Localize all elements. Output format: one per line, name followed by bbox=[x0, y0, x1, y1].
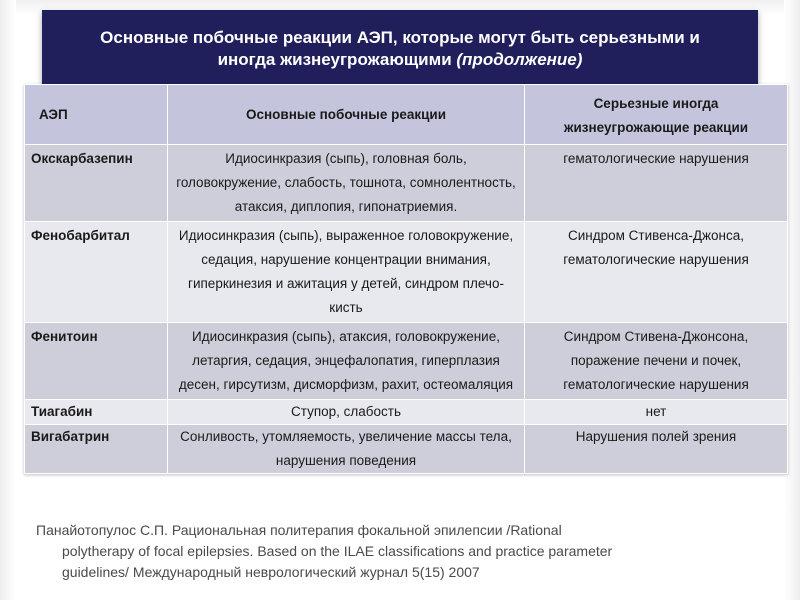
table-row bbox=[25, 425, 788, 474]
header-aed: АЭП bbox=[25, 85, 168, 145]
serious-effects: гематологические нарушения bbox=[525, 145, 788, 222]
main-effects: Ступор, слабость bbox=[168, 400, 525, 425]
reference-line-2: polytherapy of focal epilepsies. Based on the ILAE classifications and practice parameter bbox=[62, 543, 613, 559]
header-main-effects: Основные побочные реакции bbox=[168, 85, 525, 145]
serious-effects: Синдром Стивенса-Джонса, гематологические нарушения bbox=[525, 222, 788, 323]
main-effects: Идиосинкразия (сыпь), головная боль, головокружение, слабость, тошнота, сомнолентность, атаксия, диплопия, гипонатриемия. bbox=[168, 145, 525, 222]
main-effects: Идиосинкразия (сыпь), выраженное головокружение, седация, нарушение концентрации внимания, гиперкинезия и ажитация у детей, синдром плечо-кисть bbox=[168, 222, 525, 323]
slide-border-left bbox=[0, 0, 16, 600]
header-serious-effects: Серьезные иногда жизнеугрожающие реакции bbox=[525, 85, 788, 145]
reference-line-3: guidelines/ Международный неврологический журнал 5(15) 2007 bbox=[62, 564, 480, 580]
table-header-row bbox=[25, 85, 788, 145]
reference-citation bbox=[36, 520, 736, 583]
slide-title-continuation: (продолжение) bbox=[456, 50, 583, 69]
reference-line-1: Панайотопулос С.П. Рациональная политерапия фокальной эпилепсии /Rational bbox=[36, 522, 562, 538]
drug-name: Окскарбазепин bbox=[25, 145, 168, 222]
serious-effects: нет bbox=[525, 400, 788, 425]
slide-title-banner bbox=[42, 10, 758, 88]
drug-name: Тиагабин bbox=[25, 400, 168, 425]
drug-name: Вигабатрин bbox=[25, 425, 168, 474]
table-row bbox=[25, 222, 788, 323]
slide-title-line-1: Основные побочные реакции АЭП, которые могут быть серьезными и bbox=[100, 28, 700, 47]
serious-effects: Нарушения полей зрения bbox=[525, 425, 788, 474]
slide-title-line-2 bbox=[42, 49, 758, 71]
table-row bbox=[25, 145, 788, 222]
drug-name: Фенобарбитал bbox=[25, 222, 168, 323]
slide-title-main: иногда жизнеугрожающими bbox=[217, 50, 452, 69]
serious-effects: Синдром Стивена-Джонсона, поражение печени и почек, гематологические нарушения bbox=[525, 323, 788, 400]
main-effects: Сонливость, утомляемость, увеличение массы тела, нарушения поведения bbox=[168, 425, 525, 474]
main-effects: Идиосинкразия (сыпь), атаксия, головокружение, летаргия, седация, энцефалопатия, гиперплазия десен, гирсутизм, дисморфизм, рахит, остеомаляция bbox=[168, 323, 525, 400]
drug-name: Фенитоин bbox=[25, 323, 168, 400]
table-row bbox=[25, 323, 788, 400]
table-row bbox=[25, 400, 788, 425]
side-effects-table bbox=[24, 84, 788, 474]
